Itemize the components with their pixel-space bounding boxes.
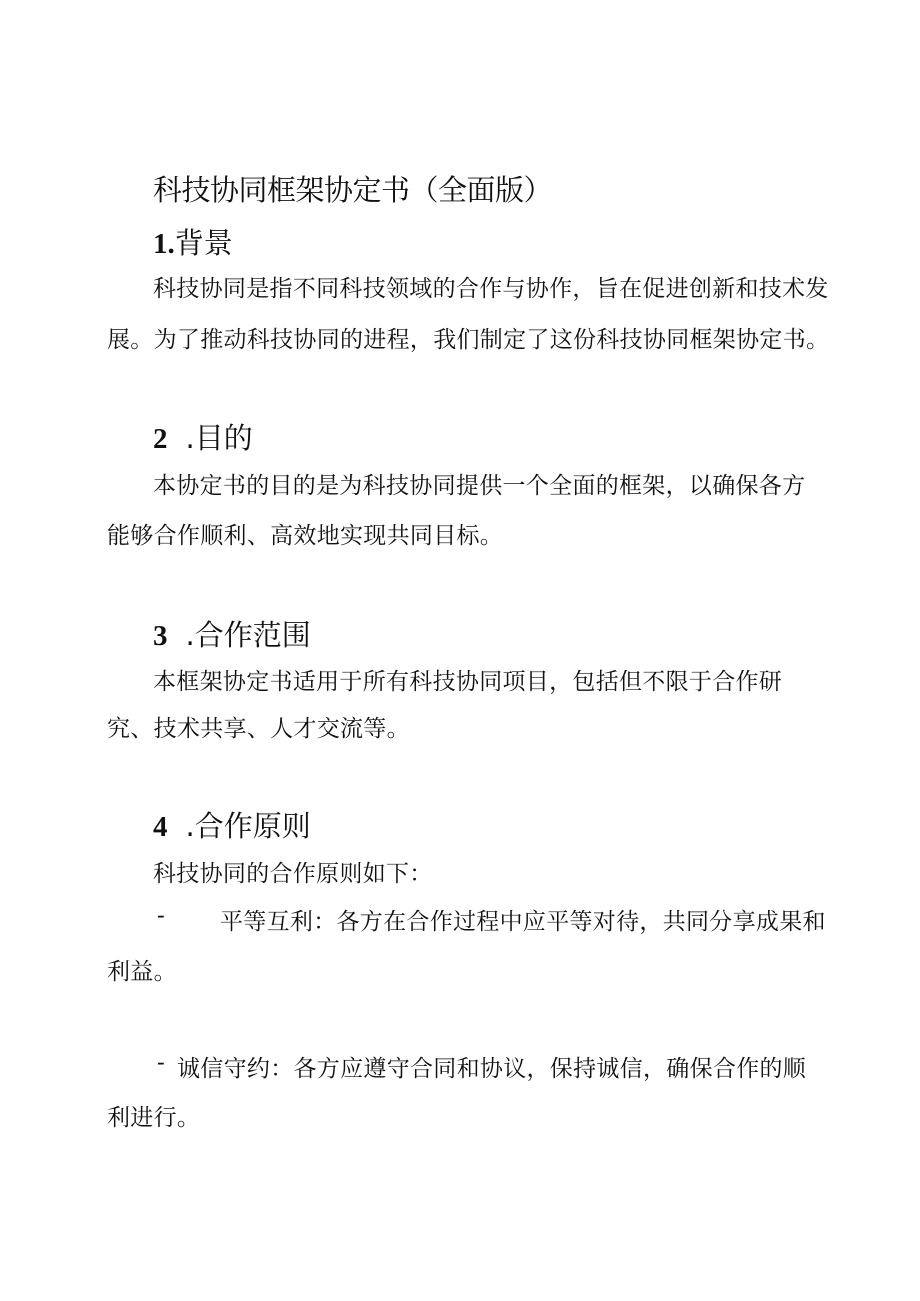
section-1-heading — [153, 221, 233, 262]
bullet-1-marker: - — [157, 903, 166, 929]
section-3-number: 3 — [153, 620, 168, 652]
section-2-number: 2 — [153, 423, 168, 455]
bullet-1-line-1: 平等互利：各方在合作过程中应平等对待，共同分享成果和 — [220, 909, 826, 935]
section-3-heading — [153, 613, 311, 654]
section-3-title: .合作范围 — [185, 618, 311, 652]
section-4-line-1: 科技协同的合作原则如下： — [153, 861, 433, 887]
section-2-title: .目的 — [185, 421, 253, 455]
section-4-number: 4 — [153, 811, 168, 843]
bullet-2-marker: - — [157, 1050, 166, 1076]
bullet-2-line-2: 利进行。 — [107, 1105, 201, 1131]
document-title: 科技协同框架协定书（全面版） — [153, 173, 553, 207]
section-1-number: 1. — [153, 228, 175, 260]
section-1-line-1: 科技协同是指不同科技领域的合作与协作，旨在促进创新和技术发 — [153, 276, 829, 302]
section-3-line-2: 究、技术共享、人才交流等。 — [107, 716, 410, 742]
bullet-1-line-2: 利益。 — [107, 959, 177, 985]
section-2-line-2: 能够合作顺利、高效地实现共同目标。 — [107, 523, 504, 549]
section-4-title: .合作原则 — [185, 809, 311, 843]
section-1-title: 背景 — [174, 226, 233, 260]
section-2-heading — [153, 416, 253, 457]
section-1-line-2: 展。为了推动科技协同的进程，我们制定了这份科技协同框架协定书。 — [107, 327, 830, 353]
bullet-2-line-1: 诚信守约：各方应遵守合同和协议，保持诚信，确保合作的顺 — [177, 1056, 807, 1082]
section-4-heading — [153, 804, 311, 845]
section-3-line-1: 本框架协定书适用于所有科技协同项目，包括但不限于合作研 — [153, 669, 783, 695]
section-2-line-1: 本协定书的目的是为科技协同提供一个全面的框架，以确保各方 — [153, 473, 806, 499]
